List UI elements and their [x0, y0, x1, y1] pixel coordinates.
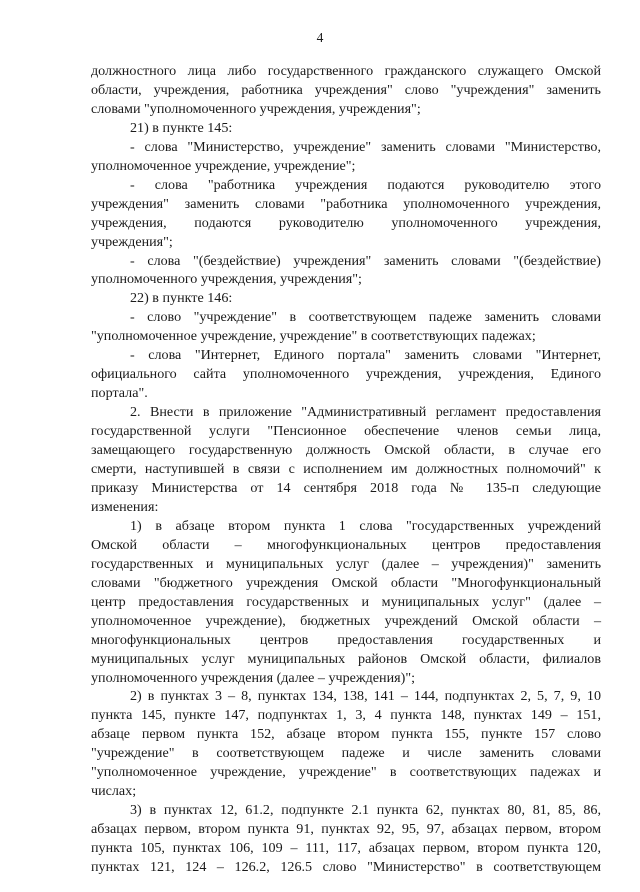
document-body [91, 62, 601, 877]
text-line: - слова "Интернет, Единого портала" заменить словами "Интернет, [130, 347, 601, 364]
text-line: изменения: [91, 498, 159, 515]
text-line: многофункциональных центров предоставления государственных и [91, 631, 601, 648]
text-line: учреждения, подаются руководителю уполномоченного учреждения, [91, 214, 601, 231]
text-line: уполномоченное учреждение), бюджетных учреждений Омской области – [91, 612, 601, 629]
text-line: 3) в пунктах 12, 61.2, подпункте 2.1 пункта 62, пунктах 80, 81, 85, 86, [130, 802, 601, 819]
text-line: приказу Министерства от 14 сентября 2018 года № 135-п следующие [91, 479, 601, 496]
text-line: 2. Внести в приложение "Административный регламент предоставления [130, 404, 601, 421]
text-line: учреждения"; [91, 233, 173, 250]
text-line: Омской области – многофункциональных центров предоставления [91, 536, 601, 553]
text-line: должностного лица либо государственного гражданского служащего Омской [91, 63, 601, 79]
text-line: пункта 105, пунктах 106, 109 – 111, 117, абзацах первом, втором пункта 120, [91, 840, 601, 857]
text-line: центр предоставления государственных и муниципальных услуг" (далее – [91, 593, 601, 610]
text-line: государственных и муниципальных услуг (далее – учреждения)" заменить [91, 555, 601, 572]
text-line: - слово "учреждение" в соответствующем падеже заменить словами [130, 309, 601, 326]
text-line: пункта 145, пункте 147, подпунктах 1, 3, 4 пункта 148, пунктах 149 – 151, [91, 707, 601, 724]
text-line: словами "бюджетного учреждения Омской области "Многофункциональный [91, 574, 601, 591]
text-line: учреждения" заменить словами "работника уполномоченного учреждения, [91, 195, 601, 212]
text-line: уполномоченное учреждение, учреждение"; [91, 157, 356, 174]
text-line: замещающего государственную должность Омской области, в случае его [91, 442, 601, 459]
page-number: 4 [316, 30, 324, 45]
text-line: абзацах первом, втором пункта 91, пунктах 92, 95, 97, абзацах первом, втором [91, 821, 601, 838]
text-line: государственной услуги "Пенсионное обеспечение членов семьи лица, [91, 423, 601, 440]
text-line: области, учреждения, работника учреждения" слово "учреждения" заменить [91, 81, 601, 98]
text-line: официального сайта уполномоченного учреждения, учреждения, Единого [91, 366, 601, 383]
text-line: 1) в абзаце втором пункта 1 слова "государственных учреждений [130, 517, 601, 534]
text-line: 2) в пунктах 3 – 8, пунктах 134, 138, 141 – 144, подпунктах 2, 5, 7, 9, 10 [130, 688, 601, 705]
text-line: "учреждение" в соответствующем падеже и числе заменить словами [91, 745, 601, 762]
text-line: муниципальных услуг муниципальных районов Омской области, филиалов [91, 650, 601, 667]
text-line: словами "уполномоченного учреждения, учреждения"; [91, 100, 421, 117]
text-line: "уполномоченное учреждение, учреждение" в соответствующих падежах и [91, 764, 601, 781]
text-line: уполномоченного учреждения, учреждения"; [91, 271, 362, 288]
text-line: портала". [91, 385, 148, 402]
text-line: уполномоченного учреждения (далее – учреждения)"; [91, 669, 415, 686]
text-line: смерти, наступившей в связи с исполнением им должностных полномочий" к [91, 461, 601, 478]
text-line: - слова "работника учреждения подаются руководителю этого [130, 176, 601, 193]
text-line: пунктах 121, 124 – 126.2, 126.5 слово "Министерство" в соответствующем [91, 859, 601, 876]
text-line: 21) в пункте 145: [130, 119, 233, 136]
text-line: абзаце первом пункта 152, абзаце втором пункта 155, пункте 157 слово [91, 726, 601, 743]
text-line: - слова "(бездействие) учреждения" заменить словами "(бездействие) [130, 252, 601, 269]
text-line: "уполномоченное учреждение, учреждение" в соответствующих падежах; [91, 328, 536, 345]
text-line: числах; [91, 783, 137, 800]
text-line: 22) в пункте 146: [130, 290, 233, 307]
text-line: - слова "Министерство, учреждение" заменить словами "Министерство, [130, 138, 601, 155]
